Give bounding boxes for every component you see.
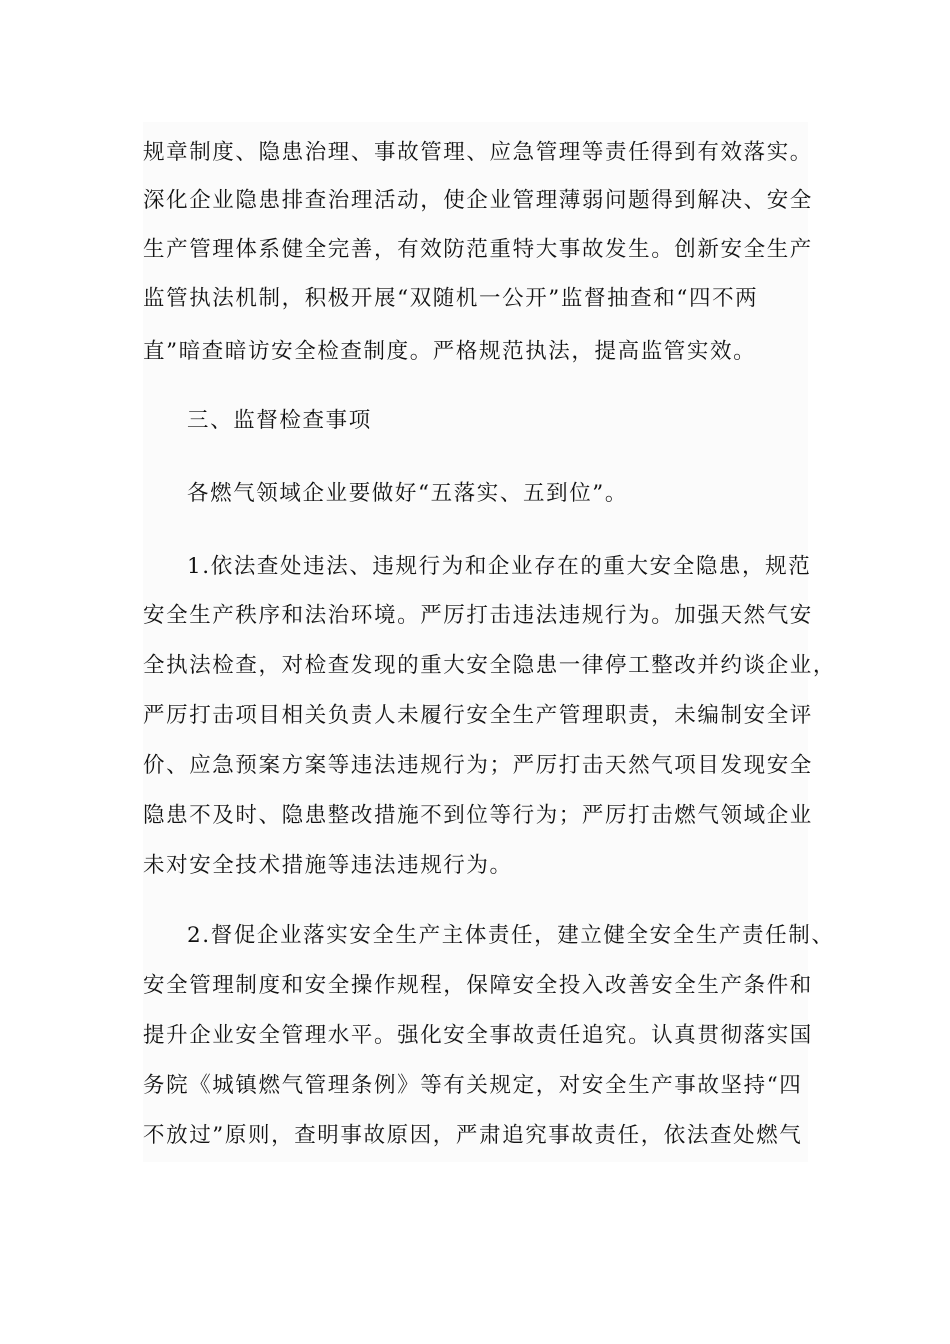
text-line: 未对安全技术措施等违法违规行为。 [143,853,513,878]
text-line: 价、应急预案方案等违法违规行为；严厉打击天然气项目发现安全 [143,753,813,778]
text-line: 1.依法查处违法、违规行为和企业存在的重大安全隐患，规范 [187,554,812,579]
text-line: 全执法检查，对检查发现的重大安全隐患一律停工整改并约谈企业， [143,653,837,678]
text-line: 安全生产秩序和法治环境。严厉打击违法违规行为。加强天然气安 [143,603,813,628]
paragraph-intro: 各燃气领域企业要做好“五落实、五到位”。 [187,481,628,506]
text-line: 深化企业隐患排查治理活动，使企业管理薄弱问题得到解决、安全 [143,188,813,213]
text-line: 安全管理制度和安全操作规程，保障安全投入改善安全生产条件和 [143,973,813,998]
text-line: 生产管理体系健全完善，有效防范重特大事故发生。创新安全生产 [143,237,813,262]
text-line: 务院《城镇燃气管理条例》等有关规定，对安全生产事故坚持“四 [143,1073,803,1098]
text-line: 直”暗查暗访安全检查制度。严格规范执法，提高监管实效。 [143,339,757,364]
text-line: 提升企业安全管理水平。强化安全事故责任追究。认真贯彻落实国 [143,1023,813,1048]
text-line: 规章制度、隐患治理、事故管理、应急管理等责任得到有效落实。 [143,140,813,165]
document-body [143,122,837,1162]
text-line: 不放过”原则，查明事故原因，严肃追究事故责任，依法查处燃气 [143,1123,803,1148]
text-line: 2.督促企业落实安全生产主体责任，建立健全安全生产责任制、 [187,923,835,948]
text-line: 隐患不及时、隐患整改措施不到位等行为；严厉打击燃气领域企业 [143,803,813,828]
text-line: 监管执法机制，积极开展“双随机一公开”监督抽查和“四不两 [143,286,759,311]
text-line: 严厉打击项目相关负责人未履行安全生产管理职责，未编制安全评 [143,703,813,728]
section-heading: 三、监督检查事项 [187,408,372,433]
